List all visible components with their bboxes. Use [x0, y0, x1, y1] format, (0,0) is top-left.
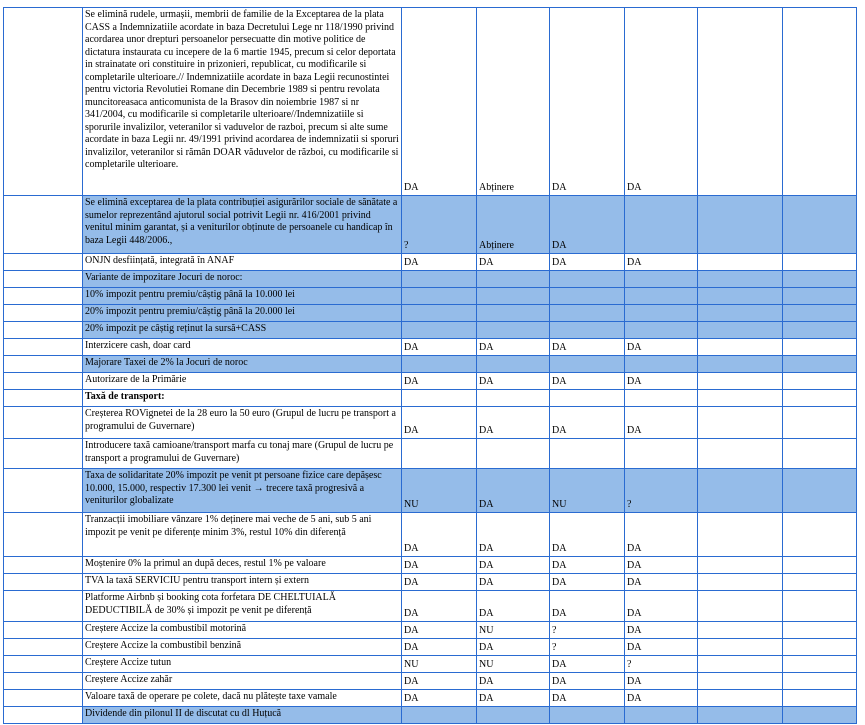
vote-cell-3 [550, 271, 625, 288]
empty-cell [783, 8, 857, 196]
vote-cell-4: DA [625, 690, 698, 707]
measure-description: Creșterea ROVignetei de la 28 euro la 50 euro (Grupul de lucru pe transport a programului de Guvernare) [83, 407, 402, 439]
empty-cell [783, 271, 857, 288]
empty-cell [783, 322, 857, 339]
vote-cell-2: DA [477, 591, 550, 622]
vote-cell-1: DA [402, 639, 477, 656]
empty-cell [4, 656, 83, 673]
vote-cell-4 [625, 322, 698, 339]
vote-cell-4: DA [625, 673, 698, 690]
table-row [4, 8, 857, 196]
vote-cell-2: DA [477, 373, 550, 390]
empty-cell [4, 305, 83, 322]
vote-cell-1 [402, 439, 477, 469]
vote-cell-3: DA [550, 339, 625, 356]
empty-cell [783, 390, 857, 407]
measures-table [3, 7, 857, 724]
empty-cell [698, 574, 783, 591]
vote-cell-4 [625, 356, 698, 373]
vote-cell-2: DA [477, 639, 550, 656]
vote-cell-4: DA [625, 373, 698, 390]
table-row [4, 373, 857, 390]
empty-cell [783, 254, 857, 271]
table-row [4, 639, 857, 656]
section-heading: Taxă de transport: [83, 390, 402, 407]
vote-cell-3: DA [550, 690, 625, 707]
vote-cell-2 [477, 322, 550, 339]
vote-cell-4 [625, 390, 698, 407]
measure-description: 20% impozit pe câștig reținut la sursă+CASS [83, 322, 402, 339]
empty-cell [698, 639, 783, 656]
measure-description: Creștere Accize zahăr [83, 673, 402, 690]
empty-cell [4, 373, 83, 390]
measure-description: TVA la taxă SERVICIU pentru transport intern și extern [83, 574, 402, 591]
vote-cell-1: DA [402, 591, 477, 622]
empty-cell [783, 639, 857, 656]
vote-cell-1 [402, 356, 477, 373]
vote-cell-3: DA [550, 407, 625, 439]
vote-cell-3: DA [550, 373, 625, 390]
vote-cell-2: DA [477, 690, 550, 707]
table-row [4, 322, 857, 339]
empty-cell [783, 373, 857, 390]
empty-cell [698, 469, 783, 513]
vote-cell-2: DA [477, 673, 550, 690]
empty-cell [4, 673, 83, 690]
empty-cell [698, 690, 783, 707]
empty-cell [698, 557, 783, 574]
empty-cell [698, 305, 783, 322]
empty-cell [4, 356, 83, 373]
empty-cell [783, 622, 857, 639]
table-row [4, 339, 857, 356]
vote-cell-2: DA [477, 513, 550, 557]
empty-cell [4, 254, 83, 271]
empty-cell [783, 574, 857, 591]
vote-cell-4 [625, 288, 698, 305]
vote-cell-4 [625, 196, 698, 254]
empty-cell [4, 322, 83, 339]
vote-cell-3: DA [550, 196, 625, 254]
empty-cell [783, 591, 857, 622]
vote-cell-1: DA [402, 673, 477, 690]
vote-cell-4: DA [625, 8, 698, 196]
vote-cell-1 [402, 271, 477, 288]
vote-cell-1: DA [402, 407, 477, 439]
vote-cell-1 [402, 288, 477, 305]
measure-description: Introducere taxă camioane/transport marfa cu tonaj mare (Grupul de lucru pe transport a programului de Guvernare) [83, 439, 402, 469]
vote-cell-1 [402, 707, 477, 724]
empty-cell [698, 322, 783, 339]
empty-cell [783, 656, 857, 673]
vote-cell-1: DA [402, 513, 477, 557]
empty-cell [698, 254, 783, 271]
table-row [4, 439, 857, 469]
vote-cell-2 [477, 390, 550, 407]
empty-cell [698, 622, 783, 639]
empty-cell [698, 288, 783, 305]
empty-cell [783, 305, 857, 322]
vote-cell-1: DA [402, 8, 477, 196]
vote-cell-4: DA [625, 513, 698, 557]
vote-cell-1: ? [402, 196, 477, 254]
measure-description: Platforme Airbnb și booking cota forfetara DE CHELTUIALĂ DEDUCTIBILĂ de 30% și impozit pe venit pe diferență [83, 591, 402, 622]
vote-cell-2 [477, 288, 550, 305]
table-row [4, 690, 857, 707]
vote-cell-2 [477, 707, 550, 724]
vote-cell-2: NU [477, 656, 550, 673]
measure-description: 20% impozit pentru premiu/câștig până la 20.000 lei [83, 305, 402, 322]
vote-cell-1: DA [402, 622, 477, 639]
empty-cell [698, 8, 783, 196]
table-row [4, 574, 857, 591]
vote-cell-4: DA [625, 407, 698, 439]
measure-description: Se elimină exceptarea de la plata contribuției asigurărilor sociale de sănătate a sumelor reprezentând ajutorul social potrivit Legii nr. 416/2001 privind venitul minim garantat, și a veniturilor obținute de persoanele cu handicap în baza Legii 448/2006., [83, 196, 402, 254]
empty-cell [4, 390, 83, 407]
empty-cell [783, 513, 857, 557]
table-row [4, 356, 857, 373]
empty-cell [4, 513, 83, 557]
empty-cell [698, 656, 783, 673]
empty-cell [698, 373, 783, 390]
vote-cell-3: DA [550, 254, 625, 271]
vote-cell-2: DA [477, 254, 550, 271]
measure-description: Moștenire 0% la primul an după deces, restul 1% pe valoare [83, 557, 402, 574]
vote-cell-2: DA [477, 574, 550, 591]
table-row [4, 288, 857, 305]
vote-cell-2 [477, 271, 550, 288]
empty-cell [4, 407, 83, 439]
vote-cell-1: DA [402, 339, 477, 356]
vote-cell-3: DA [550, 513, 625, 557]
vote-cell-1 [402, 390, 477, 407]
empty-cell [783, 356, 857, 373]
table-row [4, 196, 857, 254]
measure-description: Creștere Accize la combustibil motorină [83, 622, 402, 639]
empty-cell [698, 407, 783, 439]
vote-cell-4 [625, 271, 698, 288]
vote-cell-3 [550, 707, 625, 724]
empty-cell [698, 707, 783, 724]
empty-cell [783, 673, 857, 690]
vote-cell-4: ? [625, 469, 698, 513]
vote-cell-1: NU [402, 469, 477, 513]
vote-cell-3 [550, 322, 625, 339]
table-row [4, 254, 857, 271]
empty-cell [783, 339, 857, 356]
empty-cell [783, 439, 857, 469]
vote-cell-2: Abținere [477, 196, 550, 254]
measure-description: Taxa de solidaritate 20% impozit pe venit pt persoane fizice care depășesc 10.000, 15.000, respectiv 17.300 lei venit → trecere taxă progresivă a veniturilor globalizate [83, 469, 402, 513]
table-row [4, 469, 857, 513]
empty-cell [783, 557, 857, 574]
empty-cell [4, 622, 83, 639]
empty-cell [698, 439, 783, 469]
vote-cell-3 [550, 439, 625, 469]
vote-cell-2 [477, 439, 550, 469]
table-row [4, 513, 857, 557]
vote-cell-4 [625, 707, 698, 724]
vote-cell-4: DA [625, 574, 698, 591]
vote-cell-3: NU [550, 469, 625, 513]
table-row [4, 407, 857, 439]
empty-cell [4, 574, 83, 591]
vote-cell-4: DA [625, 339, 698, 356]
vote-cell-1: NU [402, 656, 477, 673]
empty-cell [698, 339, 783, 356]
table-row [4, 656, 857, 673]
vote-cell-1: DA [402, 690, 477, 707]
table-row [4, 707, 857, 724]
vote-cell-3 [550, 356, 625, 373]
vote-cell-1: DA [402, 254, 477, 271]
empty-cell [783, 407, 857, 439]
vote-cell-3: ? [550, 639, 625, 656]
vote-cell-2: NU [477, 622, 550, 639]
measure-description: Creștere Accize tutun [83, 656, 402, 673]
vote-cell-3: DA [550, 656, 625, 673]
measure-description: Interzicere cash, doar card [83, 339, 402, 356]
vote-cell-3: DA [550, 574, 625, 591]
empty-cell [698, 390, 783, 407]
empty-cell [4, 690, 83, 707]
vote-cell-3 [550, 288, 625, 305]
vote-cell-2: DA [477, 469, 550, 513]
vote-cell-3 [550, 390, 625, 407]
vote-cell-3: ? [550, 622, 625, 639]
vote-cell-3: DA [550, 673, 625, 690]
vote-cell-2: DA [477, 557, 550, 574]
empty-cell [4, 707, 83, 724]
empty-cell [4, 639, 83, 656]
vote-cell-2: DA [477, 407, 550, 439]
vote-cell-1: DA [402, 373, 477, 390]
table-row [4, 390, 857, 407]
vote-cell-1 [402, 322, 477, 339]
empty-cell [4, 339, 83, 356]
empty-cell [698, 591, 783, 622]
vote-cell-1: DA [402, 557, 477, 574]
table-row [4, 591, 857, 622]
empty-cell [4, 196, 83, 254]
table-row [4, 557, 857, 574]
empty-cell [4, 469, 83, 513]
measure-description: ONJN desființată, integrată în ANAF [83, 254, 402, 271]
measure-description: Majorare Taxei de 2% la Jocuri de noroc [83, 356, 402, 373]
vote-cell-4: DA [625, 254, 698, 271]
measure-description: Tranzacții imobiliare vânzare 1% deținere mai veche de 5 ani, sub 5 ani impozit pe venit pe diferențe minim 3%, restul 10% din diferență [83, 513, 402, 557]
empty-cell [698, 196, 783, 254]
vote-cell-3: DA [550, 8, 625, 196]
vote-cell-4: DA [625, 591, 698, 622]
vote-cell-1 [402, 305, 477, 322]
empty-cell [698, 513, 783, 557]
measure-description: Se elimină rudele, urmașii, membrii de familie de la Exceptarea de la plata CASS a Indemnizatiile acordate in baza Decretului Lege nr 118/1990 privind acordarea unor drepturi persoanelor persecuatte din motive politice de dictatura instaurata cu incepere de la 6 martie 1945, precum si celor deportata in strainatate ori constituire in prizonieri, republicat, cu modificarile si completarile ulterioare.// Indemnizatiile acordate in baza Legii recunostintei pentru victoria Revolutiei Romane din Decembrie 1989 si pentru revolata muncitoreasaca anticomunista de la Brasov din noiembrie 1987 si nr 341/2004, cu modificarile si completarile ulterioare//Indemnizatiile si sporurile invalizilor, veteranilor si vaduvelor de razboi, precum si alte sume acordate in baza Legii nr. 49/1991 privind acordarea de indemnizatii si sporuri invalizilor, veteranilor si rămân DOAR văduvelor de război, cu modificarile si completarile ulterioare. [83, 8, 402, 196]
empty-cell [4, 288, 83, 305]
measure-description: 10% impozit pentru premiu/câștig până la 10.000 lei [83, 288, 402, 305]
measure-description: Valoare taxă de operare pe colete, dacă nu plătește taxe vamale [83, 690, 402, 707]
empty-cell [698, 356, 783, 373]
vote-cell-2: DA [477, 339, 550, 356]
empty-cell [783, 288, 857, 305]
vote-cell-4: DA [625, 557, 698, 574]
empty-cell [783, 690, 857, 707]
empty-cell [4, 557, 83, 574]
empty-cell [4, 439, 83, 469]
vote-cell-4: DA [625, 622, 698, 639]
vote-cell-4 [625, 305, 698, 322]
empty-cell [783, 707, 857, 724]
table-row [4, 673, 857, 690]
vote-cell-2 [477, 356, 550, 373]
measure-description: Dividende din pilonul II de discutat cu dl Huțucă [83, 707, 402, 724]
vote-cell-4 [625, 439, 698, 469]
empty-cell [783, 469, 857, 513]
vote-cell-4: DA [625, 639, 698, 656]
empty-cell [698, 673, 783, 690]
vote-cell-2 [477, 305, 550, 322]
vote-cell-3: DA [550, 591, 625, 622]
measure-description: Autorizare de la Primărie [83, 373, 402, 390]
vote-cell-3: DA [550, 557, 625, 574]
table-row [4, 622, 857, 639]
empty-cell [4, 8, 83, 196]
table-row [4, 271, 857, 288]
empty-cell [4, 271, 83, 288]
measure-description: Creștere Accize la combustibil benzină [83, 639, 402, 656]
empty-cell [4, 591, 83, 622]
vote-cell-3 [550, 305, 625, 322]
empty-cell [783, 196, 857, 254]
measure-description: Variante de impozitare Jocuri de noroc: [83, 271, 402, 288]
vote-cell-4: ? [625, 656, 698, 673]
vote-cell-2: Abținere [477, 8, 550, 196]
empty-cell [698, 271, 783, 288]
vote-cell-1: DA [402, 574, 477, 591]
table-row [4, 305, 857, 322]
